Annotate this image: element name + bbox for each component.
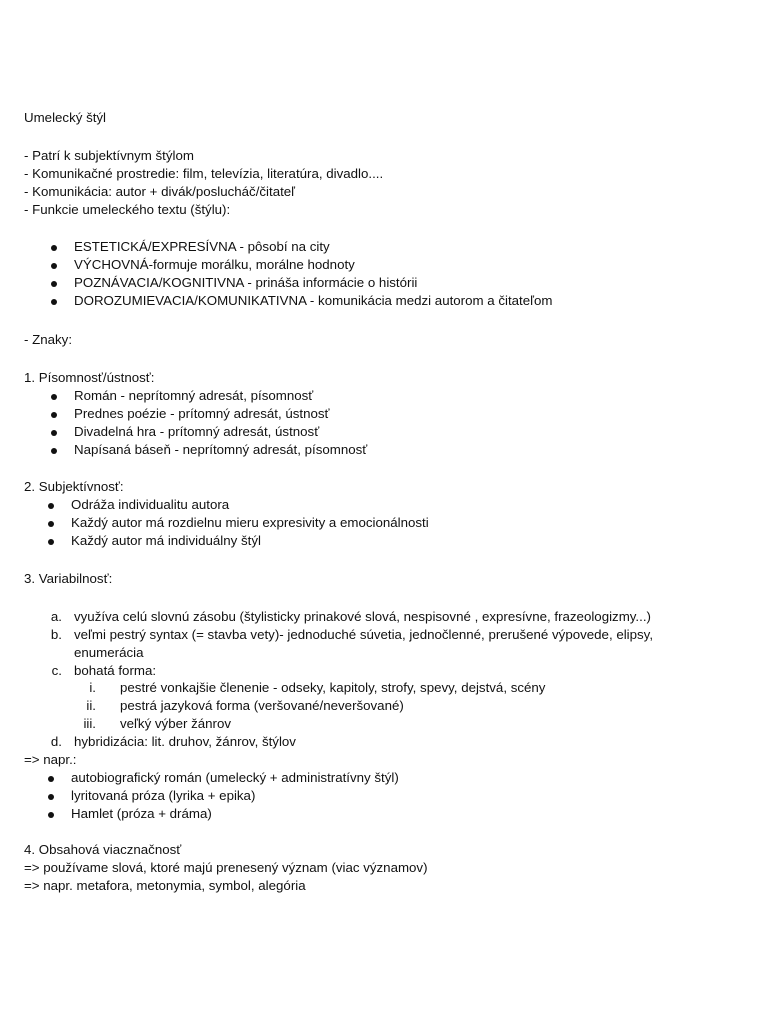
bullet-icon — [48, 539, 54, 545]
section-4-heading: 4. Obsahová viacznačnosť — [24, 842, 182, 857]
bullet-icon — [48, 812, 54, 818]
function-item: ESTETICKÁ/EXPRESÍVNA - pôsobí na city — [74, 239, 330, 254]
list-item: Každý autor má rozdielnu mieru expresivity a emocionálnosti — [71, 515, 429, 530]
list-item: Každý autor má individuálny štýl — [71, 533, 261, 548]
list-marker: b. — [50, 627, 62, 642]
list-item-b-continuation: enumerácia — [74, 645, 144, 660]
bullet-icon — [48, 503, 54, 509]
bullet-icon — [48, 521, 54, 527]
list-marker: d. — [50, 734, 62, 749]
list-item: lyritovaná próza (lyrika + epika) — [71, 788, 256, 803]
bullet-icon — [48, 776, 54, 782]
list-item-d: hybridizácia: lit. druhov, žánrov, štýlov — [74, 734, 296, 749]
section-1-heading: 1. Písomnosť/ústnosť: — [24, 370, 155, 385]
intro-line: - Komunikačné prostredie: film, televízia, literatúra, divadlo.... — [24, 166, 384, 181]
list-item-b: veľmi pestrý syntax (= stavba vety)- jednoduché súvetia, jednočlenné, prerušené výpovede, elipsy, — [74, 627, 654, 642]
list-marker: c. — [51, 663, 62, 678]
list-item: Odráža individualitu autora — [71, 497, 230, 512]
function-item: DOROZUMIEVACIA/KOMUNIKATIVNA - komunikácia medzi autorom a čitateľom — [74, 293, 553, 308]
sublist-item: veľký výber žánrov — [120, 716, 232, 731]
list-item: autobiografický román (umelecký + administratívny štýl) — [71, 770, 399, 785]
list-item: Hamlet (próza + dráma) — [71, 806, 212, 821]
bullet-icon — [51, 448, 57, 454]
section-3-heading: 3. Variabilnosť: — [24, 571, 113, 586]
napr-line: => napr.: — [24, 752, 77, 767]
function-item: VÝCHOVNÁ-formuje morálku, morálne hodnoty — [74, 257, 355, 272]
bullet-icon — [51, 299, 57, 305]
znaky-heading: - Znaky: — [24, 332, 73, 347]
intro-line: - Patrí k subjektívnym štýlom — [24, 148, 194, 163]
bullet-icon — [51, 430, 57, 436]
bullet-icon — [51, 394, 57, 400]
bullet-icon — [51, 263, 57, 269]
section-2-heading: 2. Subjektívnosť: — [24, 479, 124, 494]
section-4-line: => napr. metafora, metonymia, symbol, alegória — [24, 878, 306, 893]
section-4-line: => používame slová, ktoré majú prenesený význam (viac významov) — [24, 860, 428, 875]
function-item: POZNÁVACIA/KOGNITIVNA - prináša informácie o histórii — [74, 275, 418, 290]
intro-line: - Funkcie umeleckého textu (štýlu): — [24, 202, 231, 217]
list-item-c: bohatá forma: — [74, 663, 157, 678]
bullet-icon — [51, 412, 57, 418]
list-marker: a. — [50, 609, 62, 624]
bullet-icon — [51, 245, 57, 251]
list-item: Román - neprítomný adresát, písomnosť — [74, 388, 314, 403]
list-marker: iii. — [83, 716, 96, 731]
bullet-icon — [48, 794, 54, 800]
list-item-a: využíva celú slovnú zásobu (štylisticky prinakové slová, nespisovné , expresívne, frazeologizmy...) — [74, 609, 651, 624]
list-item: Prednes poézie - prítomný adresát, ústnosť — [74, 406, 330, 421]
bullet-icon — [51, 281, 57, 287]
sublist-item: pestré vonkajšie členenie - odseky, kapitoly, strofy, spevy, dejstvá, scény — [120, 680, 546, 695]
list-item: Napísaná báseň - neprítomný adresát, písomnosť — [74, 442, 368, 457]
sublist-item: pestrá jazyková forma (veršované/neveršované) — [120, 698, 404, 713]
list-item: Divadelná hra - prítomný adresát, ústnosť — [74, 424, 320, 439]
list-marker: i. — [89, 680, 96, 695]
document-title: Umelecký štýl — [24, 110, 107, 125]
intro-line: - Komunikácia: autor + divák/poslucháč/čitateľ — [24, 184, 296, 199]
list-marker: ii. — [86, 698, 96, 713]
